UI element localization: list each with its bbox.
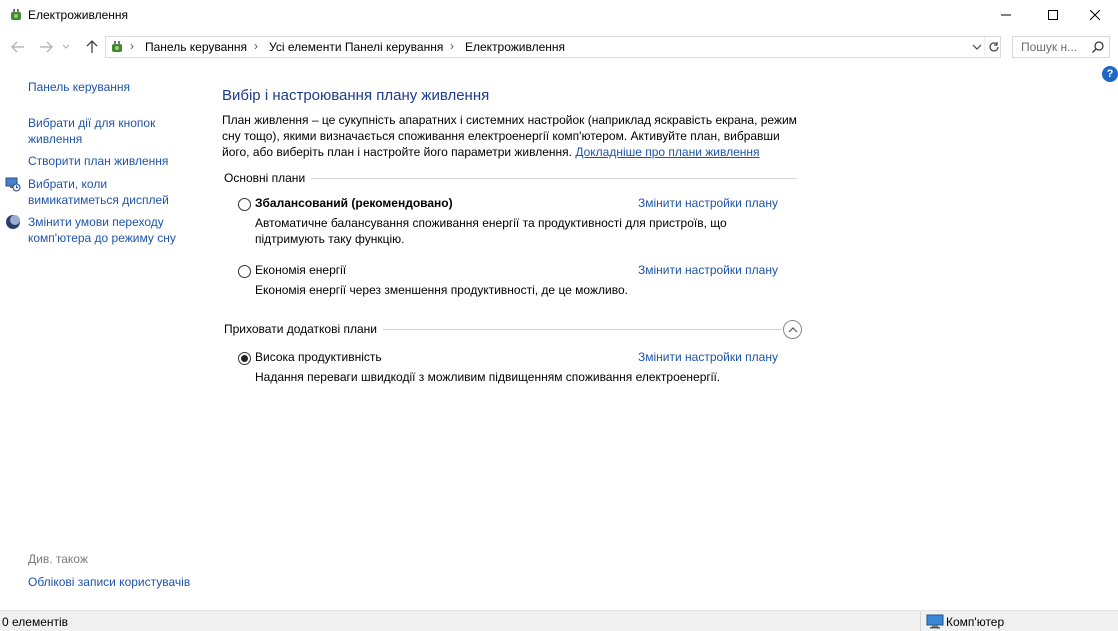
forward-arrow-icon	[39, 41, 53, 53]
back-arrow-icon	[11, 41, 25, 53]
maximize-button[interactable]	[1030, 0, 1076, 30]
plan-power-saver-description: Економія енергії через зменшення продуктивності, де це можливо.	[255, 283, 628, 297]
power-options-icon	[109, 39, 125, 55]
plan-power-saver-radio[interactable]	[238, 265, 251, 278]
display-power-icon	[5, 176, 21, 192]
up-arrow-icon	[86, 40, 98, 54]
additional-plans-heading[interactable]: Приховати додаткові плани	[224, 322, 383, 336]
plan-high-performance-description: Надання переваги швидкодії з можливим підвищенням споживання електроенергії.	[255, 370, 721, 384]
plan-balanced-description: Автоматичне балансування споживання енергії та продуктивності для пристроїв, що підтримують таку функцію.	[255, 216, 727, 246]
breadcrumb-separator-icon[interactable]: ›	[254, 39, 258, 53]
control-panel-home-link[interactable]: Панель керування	[28, 80, 131, 94]
minimize-button[interactable]	[983, 0, 1029, 30]
power-options-icon	[8, 7, 24, 23]
up-button[interactable]	[82, 37, 102, 57]
refresh-button[interactable]	[984, 37, 1002, 57]
change-sleep-link[interactable]: Змінити умови переходу комп'ютера до режиму сну	[28, 215, 176, 245]
plan-high-performance-name[interactable]: Висока продуктивність	[255, 350, 382, 364]
page-title: Вибір і настроювання плану живлення	[222, 87, 490, 104]
search-input[interactable]	[1012, 36, 1110, 58]
breadcrumb-power-options[interactable]: Електроживлення	[465, 40, 566, 54]
breadcrumb-control-panel[interactable]: Панель керування	[145, 40, 248, 54]
user-accounts-link[interactable]: Облікові записи користувачів	[28, 575, 191, 589]
plan-balanced-radio[interactable]	[238, 198, 251, 211]
choose-power-buttons-link[interactable]: Вибрати дії для кнопок живлення	[28, 116, 156, 146]
see-also-heading: Див. також	[28, 552, 88, 566]
back-button[interactable]	[8, 37, 28, 57]
title-bar	[0, 0, 1118, 30]
intro-text	[222, 112, 802, 160]
collapse-button[interactable]	[783, 320, 802, 339]
preferred-plans-heading: Основні плани	[224, 171, 311, 185]
plan-high-performance-radio[interactable]	[238, 352, 251, 365]
choose-display-off-link[interactable]: Вибрати, коли вимикатиметься дисплей	[28, 177, 169, 207]
learn-more-link[interactable]: Докладніше про плани живлення	[575, 145, 760, 159]
chevron-up-icon	[788, 327, 798, 333]
search-placeholder: Пошук н...	[1021, 40, 1078, 54]
window-title: Електроживлення	[28, 8, 129, 22]
plan-power-saver-name[interactable]: Економія енергії	[255, 263, 347, 277]
create-power-plan-link[interactable]: Створити план живлення	[28, 154, 169, 168]
address-bar[interactable]	[105, 36, 1001, 58]
address-dropdown-icon[interactable]	[970, 40, 984, 54]
location-label: Комп'ютер	[946, 615, 1005, 629]
item-count: 0 елементів	[2, 615, 69, 629]
plan-balanced-name[interactable]: Збалансований (рекомендовано)	[255, 196, 453, 210]
sleep-moon-icon	[5, 214, 21, 230]
help-button[interactable]: ?	[1102, 66, 1118, 82]
recent-locations-button[interactable]	[60, 37, 72, 57]
breadcrumb-separator-icon[interactable]: ›	[450, 39, 454, 53]
status-divider	[920, 611, 921, 631]
breadcrumb-all-items[interactable]: Усі елементи Панелі керування	[269, 40, 444, 54]
chevron-down-icon	[62, 44, 70, 50]
refresh-icon	[988, 41, 1000, 53]
navigation-bar	[0, 33, 1118, 61]
intro-description: План живлення – це сукупність апаратних і системних настройок (наприклад яскравість екрана, режим сну тощо), якими визначається споживання електроенергії комп'ютером. Активуйте план, вибравши його, або виберіть план і настройте його параметри живлення.	[222, 113, 797, 159]
plan-power-saver-change-link[interactable]: Змінити настройки плану	[638, 263, 778, 277]
breadcrumb-separator-icon[interactable]: ›	[130, 39, 134, 53]
status-bar	[0, 610, 1118, 631]
computer-icon	[926, 614, 944, 629]
close-button[interactable]	[1072, 0, 1118, 30]
plan-high-performance-change-link[interactable]: Змінити настройки плану	[638, 350, 778, 364]
forward-button[interactable]	[36, 37, 56, 57]
search-icon[interactable]	[1091, 40, 1105, 54]
plan-balanced-change-link[interactable]: Змінити настройки плану	[638, 196, 778, 210]
